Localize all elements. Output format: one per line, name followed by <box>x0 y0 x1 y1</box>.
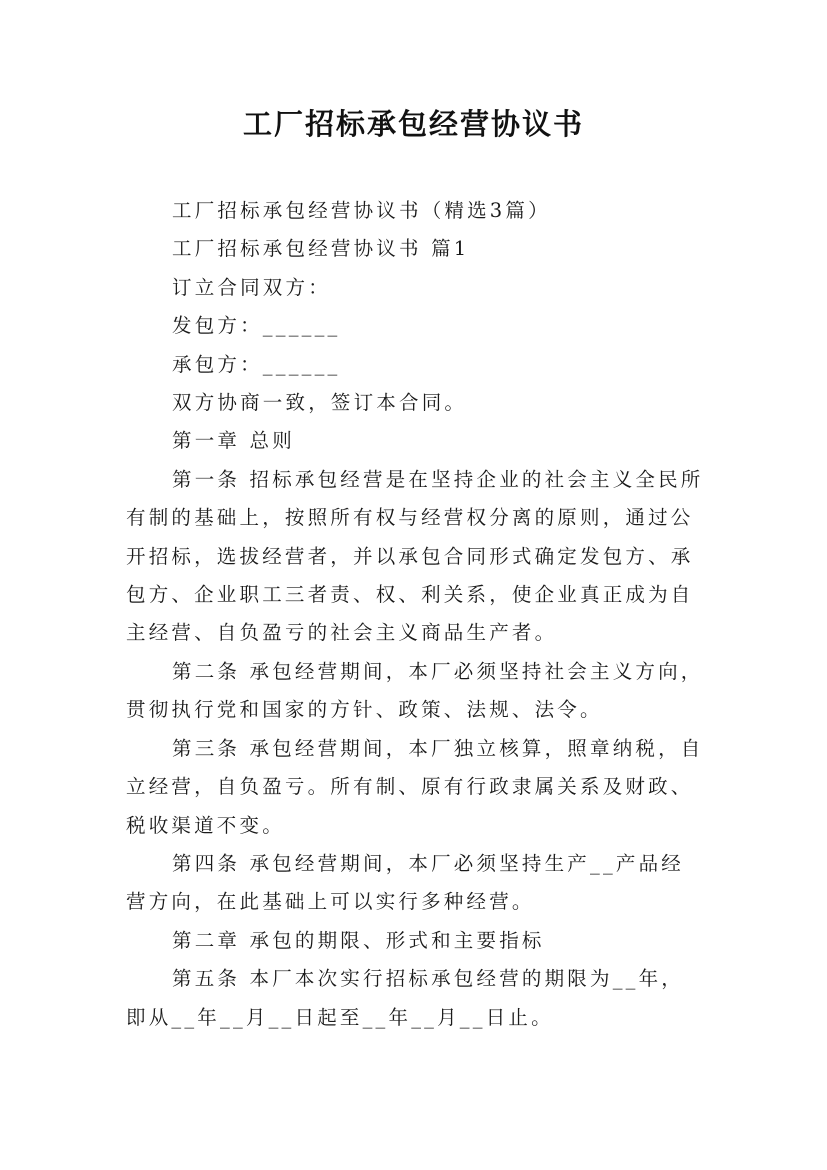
article-3: 第三条 承包经营期间，本厂独立核算，照章纳税，自立经营，自负盈亏。所有制、原有行政隶属关系及财政、税收渠道不变。 <box>126 736 704 837</box>
paragraph-subtitle: 工厂招标承包经营协议书（精选3篇） <box>172 199 551 222</box>
article-4: 第四条 承包经营期间，本厂必须坚持生产__产品经营方向，在此基础上可以实行多种经营。 <box>126 851 684 914</box>
article-2: 第二条 承包经营期间，本厂必须坚持社会主义方向，贯彻执行党和国家的方针、政策、法规、法令。 <box>126 659 704 722</box>
paragraph-part-heading: 工厂招标承包经营协议书 篇1 <box>172 237 470 261</box>
article-1: 第一条 招标承包经营是在坚持企业的社会主义全民所有制的基础上，按照所有权与经营权分离的原则，通过公开招标，选拔经营者，并以承包合同形式确定发包方、承包方、企业职工三者责、权、利关系，使企业真正成为自主经营、自负盈亏的社会主义商品生产者。 <box>126 467 704 645</box>
paragraph-issuer-field: 发包方：______ <box>172 314 341 338</box>
chapter-heading-2: 第二章 承包的期限、形式和主要指标 <box>172 928 545 952</box>
document-title: 工厂招标承包经营协议书 <box>242 107 584 141</box>
chapter-heading-1: 第一章 总则 <box>172 429 295 453</box>
document-body <box>126 192 706 1037</box>
article-5: 第五条 本厂本次实行招标承包经营的期限为__年，即从__年__月__日起至__年__月__日止。 <box>126 967 684 1029</box>
paragraph-parties-intro: 订立合同双方： <box>172 275 331 299</box>
paragraph-agreement: 双方协商一致，签订本合同。 <box>172 391 468 415</box>
paragraph-contractor-field: 承包方：______ <box>172 352 341 376</box>
